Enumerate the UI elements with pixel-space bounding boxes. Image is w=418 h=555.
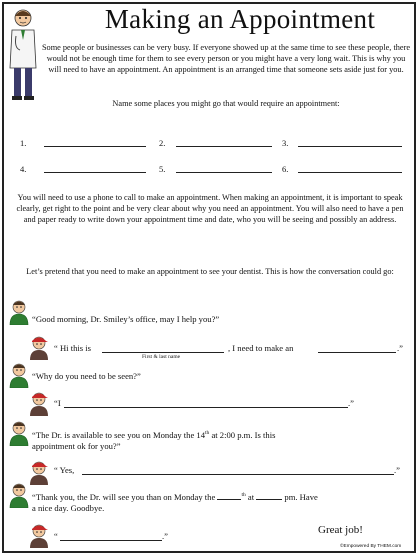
great-job-label: Great job! bbox=[318, 524, 363, 536]
line-3-text: “The Dr. is available to see you on Monday the 14 bbox=[32, 429, 206, 440]
item-number: 1. bbox=[20, 138, 27, 148]
blank-item-4 bbox=[20, 164, 26, 174]
doctor-illustration bbox=[6, 6, 40, 106]
patient-avatar bbox=[28, 334, 50, 360]
reply-3-end: .” bbox=[394, 465, 400, 475]
reply-4-start: “ bbox=[54, 531, 58, 541]
item-number: 6. bbox=[282, 164, 289, 174]
line-4-text: “Thank you, the Dr. will see you than on Monday the bbox=[32, 491, 216, 502]
time-input-line[interactable] bbox=[256, 492, 282, 500]
reply-2-start: “I bbox=[54, 398, 61, 408]
item-number: 2. bbox=[159, 138, 166, 148]
dialogue-line-2: “Why do you need to be seen?” bbox=[32, 371, 141, 381]
item-number: 3. bbox=[282, 138, 289, 148]
places-prompt: Name some places you might go that would require an appointment: bbox=[112, 99, 340, 108]
reply-3-start: “ Yes, bbox=[54, 465, 75, 475]
appointment-type-line[interactable] bbox=[318, 352, 396, 353]
item-number: 4. bbox=[20, 164, 27, 174]
ordinal-suffix: th bbox=[241, 492, 246, 498]
patient-avatar bbox=[28, 522, 50, 548]
dialogue-line-1: “Good morning, Dr. Smiley’s office, may I help you?” bbox=[32, 314, 220, 324]
patient-avatar bbox=[28, 459, 50, 485]
page-title: Making an Appointment bbox=[104, 4, 376, 34]
answer-line-3[interactable] bbox=[298, 146, 402, 147]
intro-paragraph: Some people or businesses can be very busy. If everyone showed up at the same time to see these people, there would not be enough time for them to see every person or you might have a very long wait. This is why you will need to have an appointment. An appointment is an arranged time that someone sets aside just for you. bbox=[41, 43, 411, 75]
patient-avatar bbox=[28, 390, 50, 416]
footer-copyright: ©Empowered By THEM.com bbox=[340, 544, 402, 549]
blank-item-2 bbox=[159, 138, 165, 148]
pretend-paragraph: Let’s pretend that you need to make an appointment to see your dentist. This is how the conversation could go: bbox=[26, 267, 394, 276]
reply-1-start: “ Hi this is bbox=[54, 343, 92, 353]
name-input-line[interactable] bbox=[102, 352, 224, 353]
reply-1-end: .” bbox=[397, 343, 403, 353]
reply-1-mid: , I need to make an bbox=[228, 343, 294, 353]
line-4-text-c: pm. Have bbox=[282, 491, 318, 502]
line-3-text-c: appointment ok for you?” bbox=[32, 441, 121, 452]
answer-line-6[interactable] bbox=[298, 172, 402, 173]
blank-item-5 bbox=[159, 164, 165, 174]
answer-line-4[interactable] bbox=[44, 172, 146, 173]
answer-line-2[interactable] bbox=[176, 146, 272, 147]
doctor-avatar bbox=[8, 299, 30, 325]
reply-4-end: .” bbox=[162, 531, 168, 541]
blank-item-1 bbox=[20, 138, 26, 148]
dialogue-line-4 bbox=[32, 490, 412, 515]
blank-item-6 bbox=[282, 164, 288, 174]
phone-paragraph: You will need to use a phone to call to make an appointment. When making an appointment, it is important to speak clearly, get right to the point and be very clear about why you need an appointment. You will also need to have a pen and paper ready to write down your appointment time and date, who you will be seeing and possibly an address. bbox=[16, 193, 404, 225]
line-4-text-d: a nice day. Goodbye. bbox=[32, 503, 105, 514]
doctor-avatar bbox=[8, 482, 30, 508]
confirm-input-line[interactable] bbox=[82, 474, 394, 475]
thanks-input-line[interactable] bbox=[60, 540, 162, 541]
doctor-avatar bbox=[8, 420, 30, 446]
reason-input-line[interactable] bbox=[64, 407, 348, 408]
answer-line-5[interactable] bbox=[176, 172, 272, 173]
line-3-text-b: at 2:00 p.m. Is this bbox=[209, 429, 276, 440]
reply-2-end: .” bbox=[348, 398, 354, 408]
blank-item-3 bbox=[282, 138, 288, 148]
name-hint: First & last name bbox=[142, 354, 181, 360]
doctor-avatar bbox=[8, 362, 30, 388]
answer-line-1[interactable] bbox=[44, 146, 146, 147]
line-4-text-b: at bbox=[245, 491, 255, 502]
dialogue-line-3 bbox=[32, 428, 412, 453]
ordinal-suffix: th bbox=[205, 430, 210, 436]
day-input-line[interactable] bbox=[217, 492, 241, 500]
item-number: 5. bbox=[159, 164, 166, 174]
